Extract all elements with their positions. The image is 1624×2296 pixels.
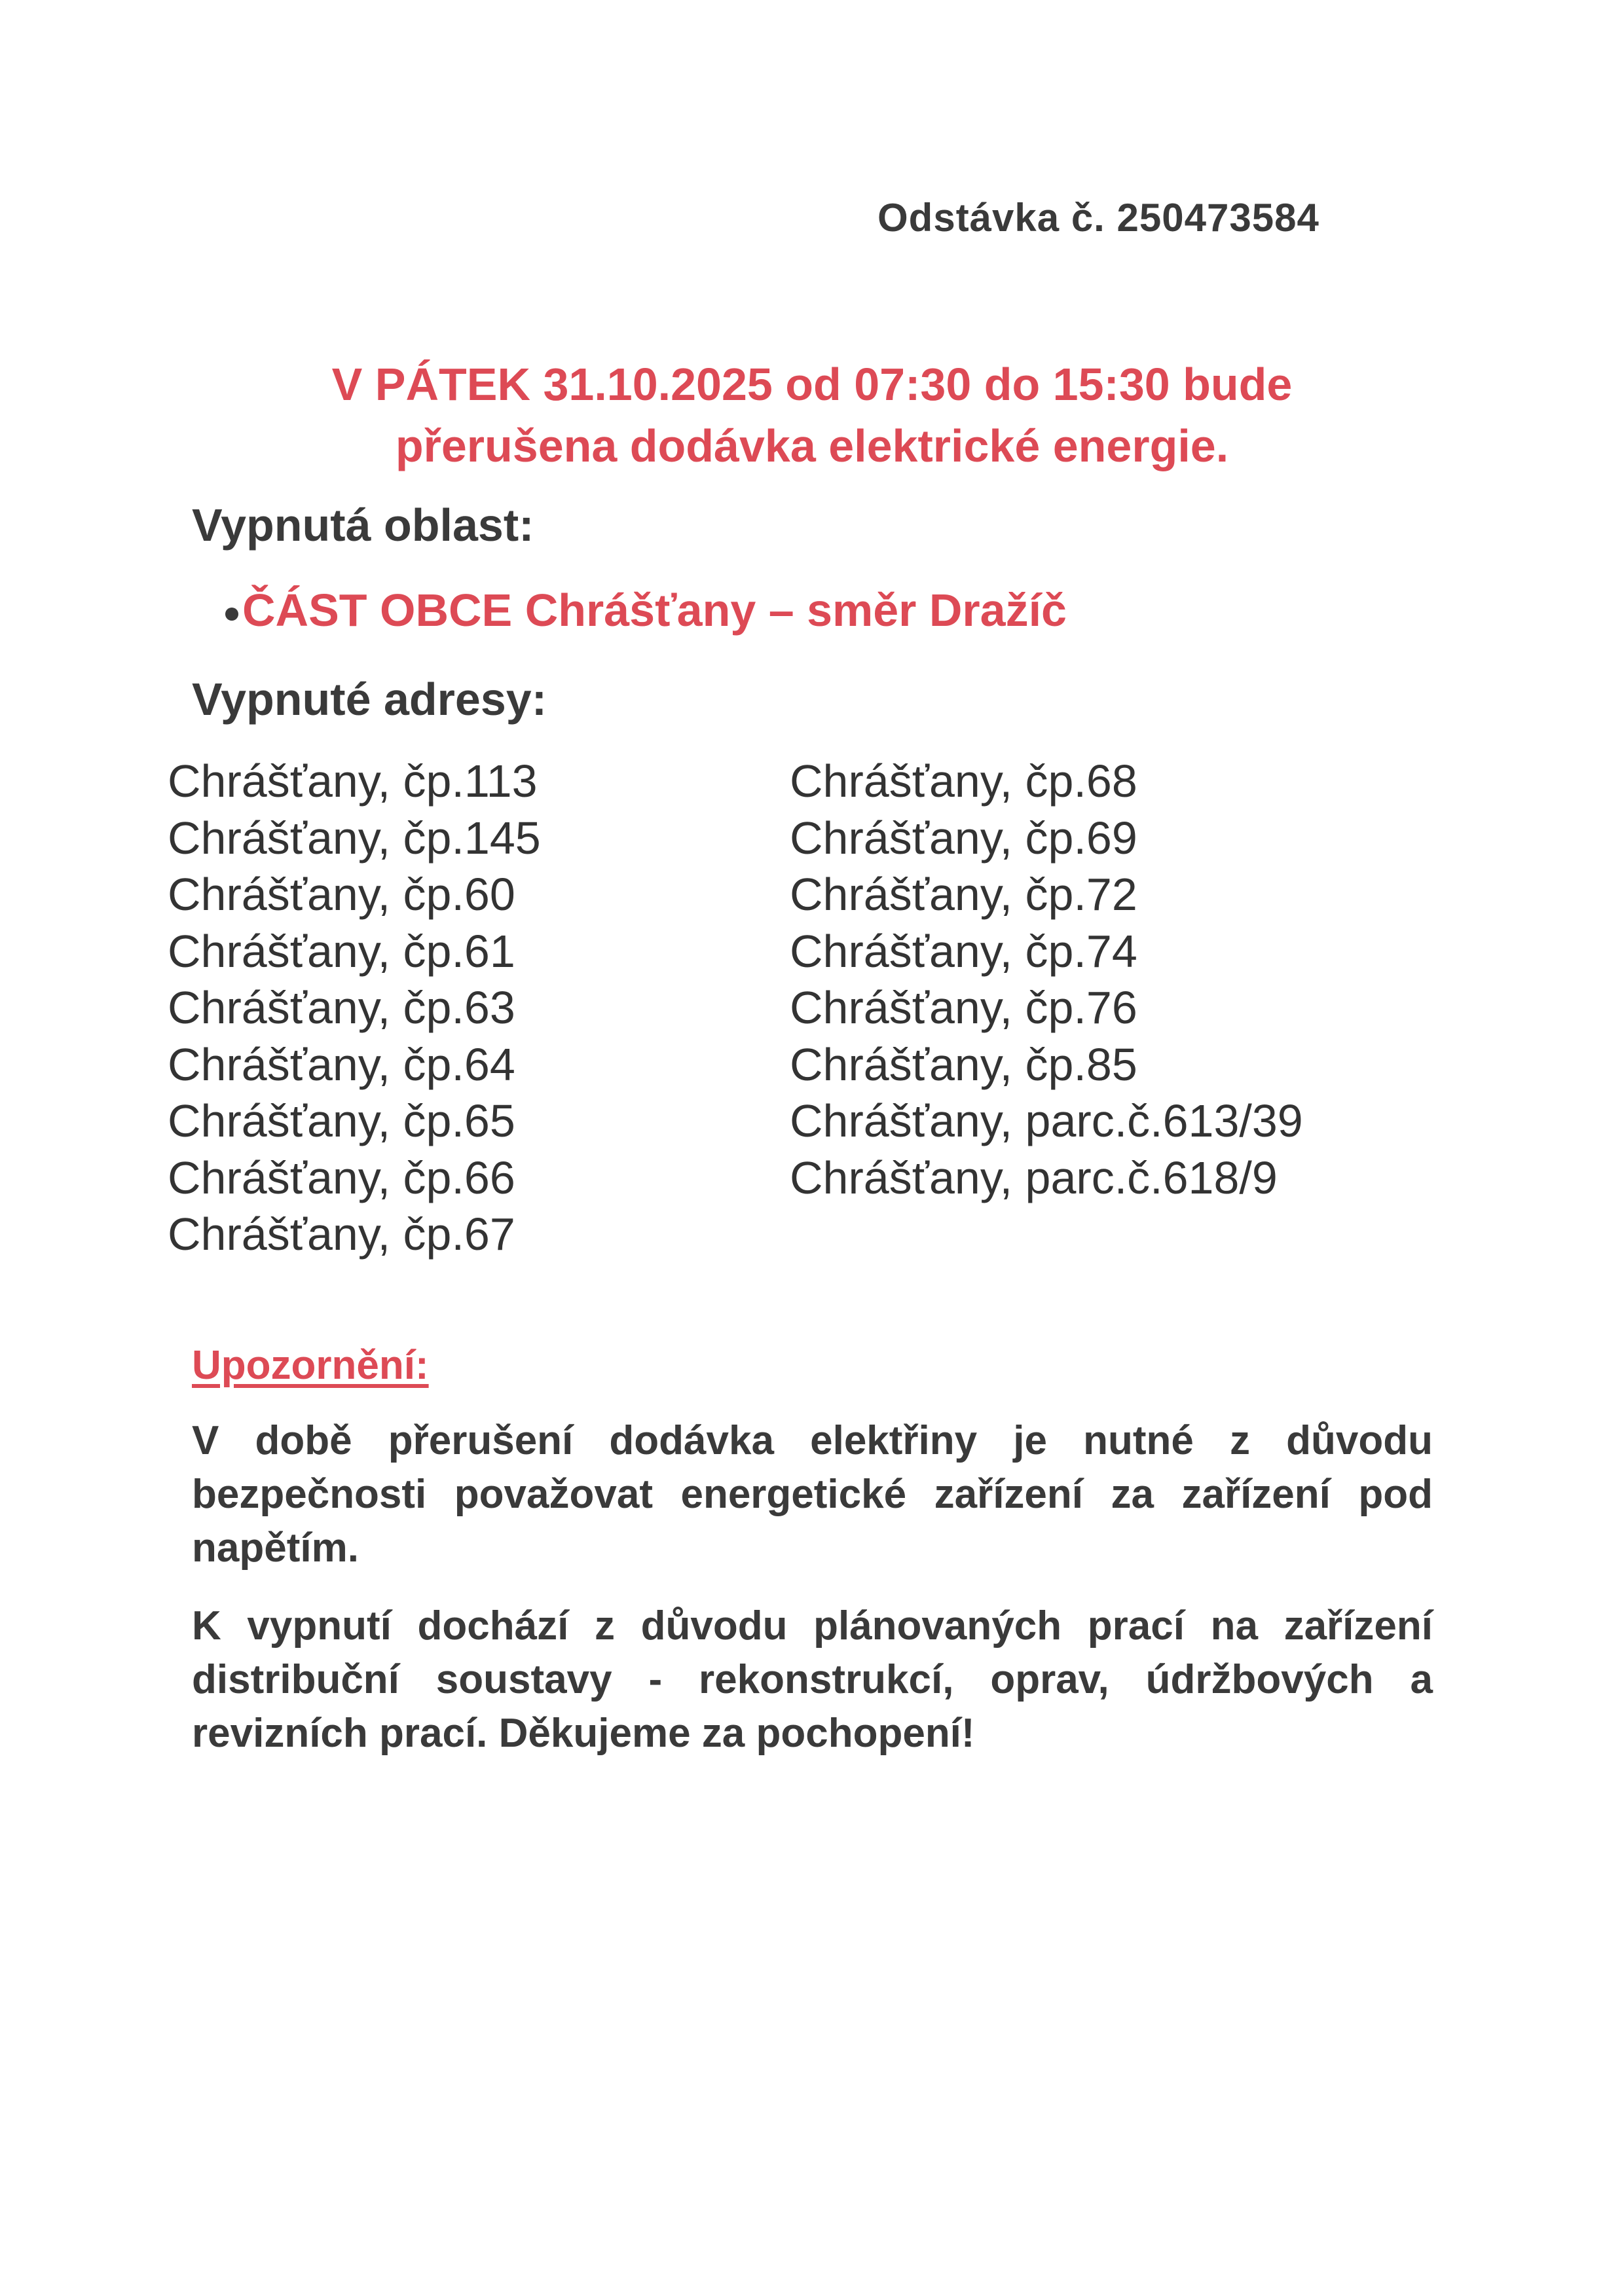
address-list-right [790,753,1303,1206]
warning-paragraph-reason: K vypnutí dochází z důvodu plánovaných prací na zařízení distribuční soustavy - rekonstrukcí, oprav, údržbových a revizních prací. Děkujeme za pochopení! [192,1603,1433,1756]
address-list-left [168,753,541,1263]
warning-paragraph-safety: V době přerušení dodávka elektřiny je nutné z důvodu bezpečnosti považovat energetické zařízení za zařízení pod napětím. [192,1418,1433,1571]
address-item: Chrášťany, čp.63 [168,982,515,1033]
warning-title: Upozornění: [192,1343,429,1388]
address-item: Chrášťany, čp.145 [168,812,541,864]
address-item: Chrášťany, čp.64 [168,1038,515,1090]
address-item: Chrášťany, čp.113 [168,756,538,807]
address-item: Chrášťany, čp.65 [168,1095,515,1146]
affected-area-item [242,584,1067,636]
affected-area-text: ČÁST OBCE Chrášťany – směr Dražíč [242,585,1067,636]
headline-line-1: V PÁTEK 31.10.2025 od 07:30 do 15:30 bude [331,359,1293,410]
outage-headline [0,354,1624,477]
address-item: Chrášťany, čp.68 [790,756,1137,807]
address-item: Chrášťany, čp.76 [790,982,1137,1033]
address-item: Chrášťany, parc.č.618/9 [790,1152,1278,1203]
outage-number: Odstávka č. 250473584 [877,196,1320,240]
address-item: Chrášťany, čp.72 [790,869,1137,920]
affected-addresses-label: Vypnuté adresy: [192,674,547,725]
address-item: Chrášťany, čp.60 [168,869,515,920]
affected-area-label: Vypnutá oblast: [192,500,534,551]
headline-line-2: přerušena dodávka elektrické energie. [395,420,1229,471]
address-item: Chrášťany, čp.85 [790,1038,1137,1090]
address-item: Chrášťany, čp.66 [168,1152,515,1203]
address-item: Chrášťany, parc.č.613/39 [790,1095,1303,1146]
address-item: Chrášťany, čp.61 [168,925,515,977]
address-item: Chrášťany, čp.69 [790,812,1137,864]
address-item: Chrášťany, čp.74 [790,925,1137,977]
address-item: Chrášťany, čp.67 [168,1209,515,1260]
bullet-icon [225,608,238,621]
